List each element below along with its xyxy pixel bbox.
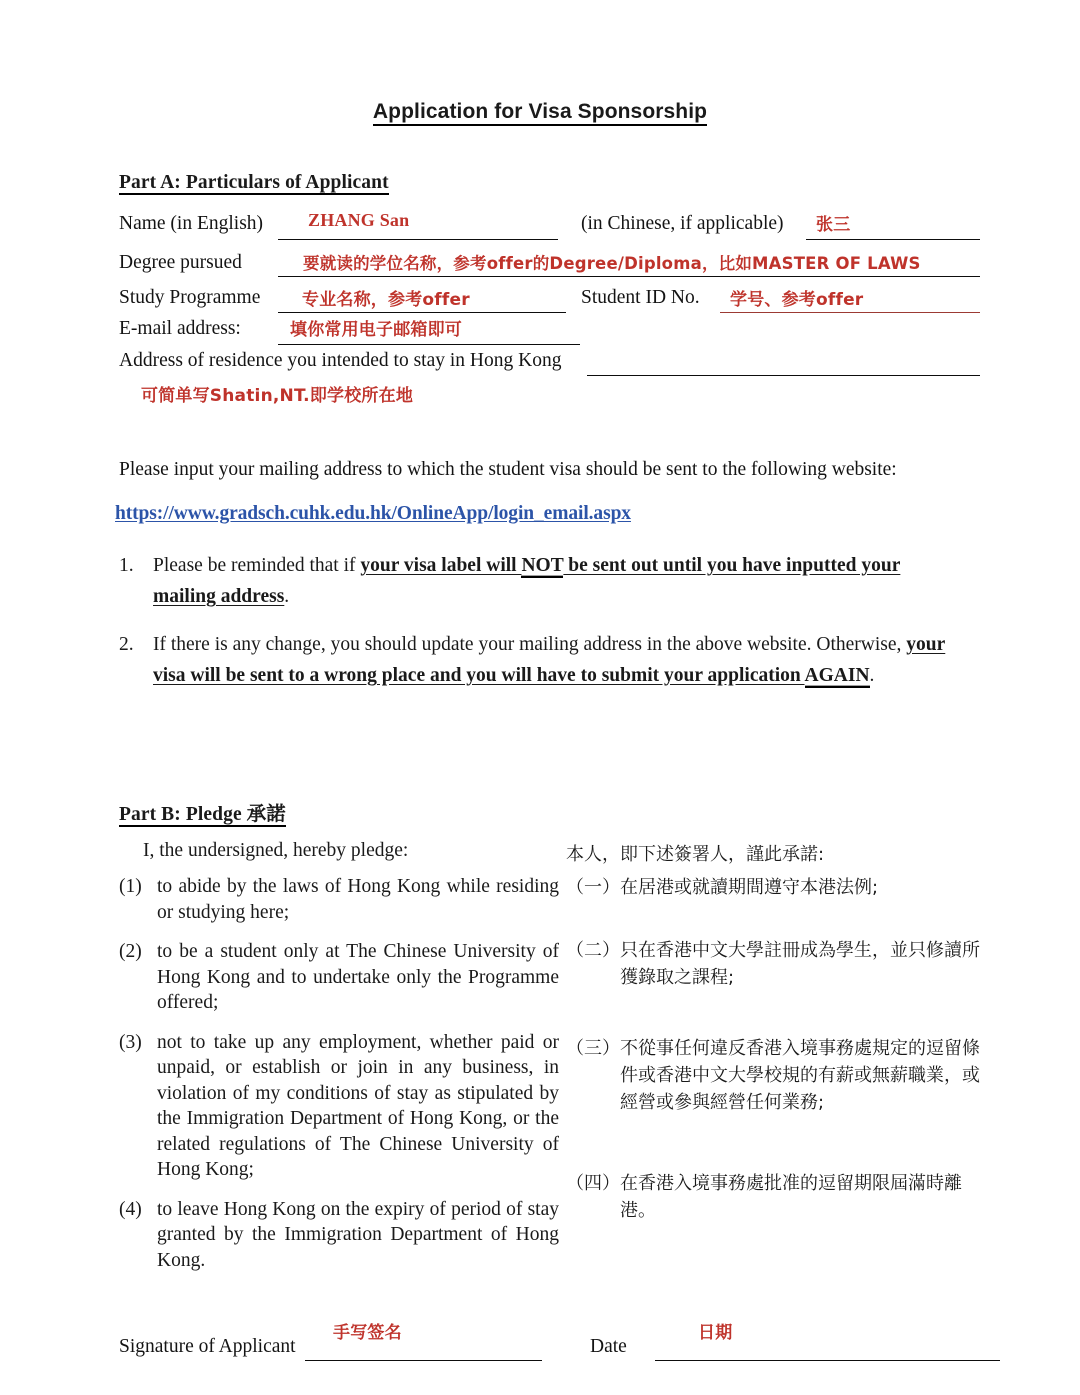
list-item-text: to be a student only at The Chinese University of Hong Kong and to undertake only the Programme offered; bbox=[157, 941, 559, 1013]
note2-plain-1: If there is any change, you should update your mailing address in the above website. Otherwise, bbox=[153, 634, 907, 655]
gradsch-online-app-link[interactable]: https://www.gradsch.cuhk.edu.hk/OnlineApp/login_email.aspx bbox=[115, 503, 631, 524]
list-item bbox=[119, 1197, 559, 1274]
list-item-text: to abide by the laws of Hong Kong while residing or studying here; bbox=[157, 876, 559, 923]
student-id-rule bbox=[720, 312, 980, 313]
note1-plain-2: . bbox=[284, 586, 290, 607]
pledge-intro-english: I, the undersigned, hereby pledge: bbox=[143, 840, 409, 861]
list-item bbox=[119, 629, 964, 691]
name-chinese-rule bbox=[806, 239, 980, 240]
note1-bold-not: NOT bbox=[521, 555, 564, 576]
name-english-label: Name (in English) bbox=[119, 213, 264, 234]
address-residence-value[interactable]: 可简单写Shatin,NT.即学校所在地 bbox=[141, 386, 414, 406]
note1-plain-1: Please be reminded that if bbox=[153, 555, 361, 576]
list-item bbox=[566, 937, 986, 991]
name-chinese-value[interactable]: 张三 bbox=[816, 215, 851, 235]
list-item bbox=[119, 1030, 559, 1183]
degree-pursued-label: Degree pursued bbox=[119, 252, 242, 273]
address-residence-label: Address of residence you intended to stay in Hong Kong bbox=[119, 350, 562, 371]
list-item-number: (1) bbox=[119, 876, 142, 897]
list-item-text: 只在香港中文大學註冊成為學生，並只修讀所獲錄取之課程; bbox=[620, 940, 980, 988]
list-item-number: 1. bbox=[119, 555, 134, 576]
email-rule bbox=[278, 344, 580, 345]
list-item-text bbox=[153, 629, 964, 691]
list-item-number: (3) bbox=[119, 1031, 142, 1053]
page-title bbox=[0, 100, 1080, 124]
email-label: E-mail address: bbox=[119, 318, 241, 339]
list-item-number: (4) bbox=[119, 1198, 142, 1220]
list-item-number: 2. bbox=[119, 634, 134, 655]
mailing-intro-text: Please input your mailing address to which the student visa should be sent to the following website: bbox=[119, 459, 897, 480]
list-item bbox=[566, 1035, 986, 1116]
list-item-text: 在居港或就讀期間遵守本港法例; bbox=[620, 877, 879, 898]
pledge-list-chinese bbox=[566, 874, 986, 1246]
date-label: Date bbox=[590, 1336, 627, 1357]
signature-rule bbox=[305, 1360, 542, 1361]
note1-bold-2: be sent out until you have inputted your mailing address bbox=[153, 555, 901, 607]
list-item bbox=[119, 874, 559, 925]
list-item-text bbox=[153, 550, 964, 612]
study-programme-label: Study Programme bbox=[119, 287, 261, 308]
part-a-heading bbox=[119, 172, 389, 194]
list-item-number: (2) bbox=[119, 941, 142, 962]
study-programme-rule bbox=[278, 312, 566, 313]
part-a-heading-text: Part A: Particulars of Applicant bbox=[119, 172, 389, 193]
part-b-heading-text: Part B: Pledge 承諾 bbox=[119, 804, 286, 825]
study-programme-value[interactable]: 专业名称，参考offer bbox=[302, 290, 470, 310]
list-item bbox=[566, 1170, 986, 1224]
list-item-text: not to take up any employment, whether paid or unpaid, or establish or join in any business, in violation of my conditions of stay as stipulated by the Immigration Department of Hong Kong, or the related regulations of The Chinese University of Hong Kong; bbox=[157, 1031, 559, 1180]
list-item bbox=[566, 874, 986, 901]
page-title-text: Application for Visa Sponsorship bbox=[373, 100, 707, 126]
note2-bold-1: your visa will be sent to a wrong place and you will have to submit your application bbox=[153, 634, 946, 686]
signature-value[interactable]: 手写签名 bbox=[333, 1323, 402, 1343]
email-value[interactable]: 填你常用电子邮箱即可 bbox=[290, 320, 462, 340]
list-item bbox=[119, 939, 559, 1016]
part-b-heading bbox=[119, 798, 286, 826]
list-item bbox=[119, 550, 964, 612]
note2-plain-2: . bbox=[869, 665, 875, 686]
signature-label: Signature of Applicant bbox=[119, 1336, 296, 1357]
address-residence-rule bbox=[587, 375, 980, 376]
list-item-text: 在香港入境事務處批准的逗留期限屆滿時離港。 bbox=[620, 1173, 962, 1221]
name-chinese-label: (in Chinese, if applicable) bbox=[581, 213, 784, 234]
mailing-notes-list bbox=[119, 550, 964, 708]
date-value[interactable]: 日期 bbox=[698, 1323, 733, 1343]
student-id-value[interactable]: 学号、参考offer bbox=[730, 290, 864, 310]
pledge-intro-chinese: 本人，即下述簽署人，謹此承諾: bbox=[566, 844, 825, 865]
pledge-list-english bbox=[119, 874, 559, 1287]
name-english-value[interactable]: ZHANG San bbox=[308, 210, 410, 230]
list-item-number: （一） bbox=[566, 877, 620, 898]
note1-bold-1: your visa label will bbox=[360, 555, 522, 576]
degree-pursued-value[interactable]: 要就读的学位名称，参考offer的Degree/Diploma，比如MASTER OF LAWS bbox=[303, 254, 921, 273]
note2-bold-again: AGAIN bbox=[804, 665, 870, 686]
list-item-text: 不從事任何違反香港入境事務處規定的逗留條件或香港中文大學校規的有薪或無薪職業，或經營或參與經營任何業務; bbox=[620, 1038, 980, 1113]
student-id-label: Student ID No. bbox=[581, 287, 700, 308]
list-item-number: （三） bbox=[566, 1038, 620, 1059]
list-item-number: （四） bbox=[566, 1173, 620, 1194]
list-item-number: （二） bbox=[566, 940, 620, 961]
list-item-text: to leave Hong Kong on the expiry of period of stay granted by the Immigration Department of Hong Kong. bbox=[157, 1198, 559, 1271]
name-english-rule bbox=[278, 239, 558, 240]
date-rule bbox=[655, 1360, 1000, 1361]
degree-pursued-rule bbox=[278, 276, 980, 277]
